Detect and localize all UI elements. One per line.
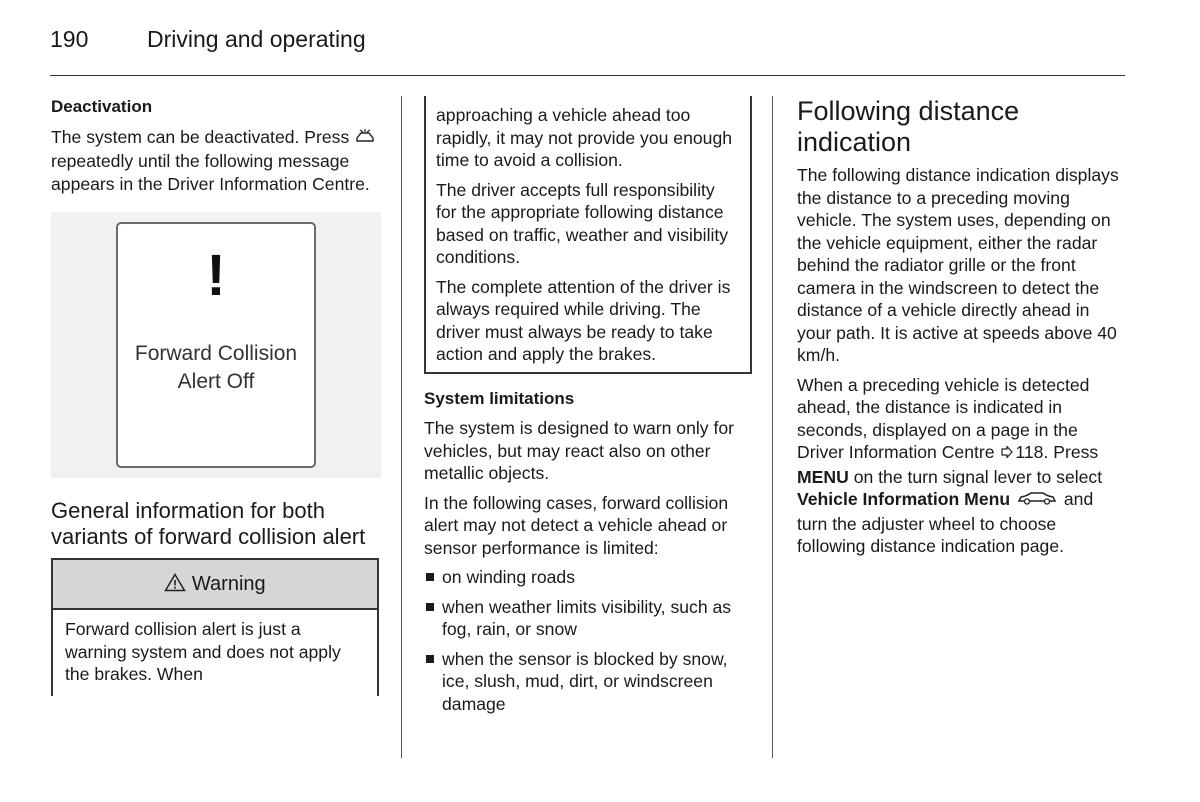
list-item: when weather limits visibility, such as fog, rain, or snow	[424, 596, 752, 641]
list-item: when the sensor is blocked by snow, ice, slush, mud, dirt, or windscreen damage	[424, 648, 752, 716]
general-info-heading: General information for both variants of forward collision alert	[51, 498, 366, 549]
exclamation-icon: !	[206, 243, 226, 308]
warning-text: Forward collision alert is just a warning system and does not apply the brakes. When	[65, 619, 341, 684]
section-title: Driving and operating	[147, 26, 366, 52]
deactivation-text-part: The system can be deactivated. Press	[51, 126, 350, 147]
page-reference[interactable]: 118.	[1015, 442, 1049, 462]
column-1	[51, 96, 383, 696]
para-text: When a preceding vehicle is detected ahead, the distance is indicated in seconds, displayed on a page in the Driver Information Centre	[797, 374, 1090, 462]
column-3	[797, 96, 1127, 565]
following-distance-para: The following distance indication displays the distance to a preceding moving vehicle. The system uses, depending on the vehicle equipment, either the radar behind the radiator grille or the front camera in the windscreen to detect the distance of a vehicle directly ahead in your path. It is active at speeds above 40 km/h.	[797, 165, 1119, 365]
header-divider	[50, 75, 1125, 76]
column-divider-right	[772, 96, 773, 758]
page-reference-arrow-icon	[1001, 443, 1013, 466]
warning-triangle-icon	[164, 573, 192, 595]
deactivation-heading: Deactivation	[51, 97, 153, 116]
warning-continued-para: approaching a vehicle ahead too rapidly, it may not provide you enough time to avoid a collision.	[436, 105, 733, 170]
deactivation-text	[51, 126, 383, 196]
warning-title: Warning	[191, 573, 266, 595]
column-divider-left	[401, 96, 402, 758]
menu-button-label: MENU	[797, 466, 849, 487]
para-text: Press	[1053, 442, 1099, 462]
list-item: on winding roads	[424, 566, 752, 589]
warning-continued-para: The complete attention of the driver is always required while driving. The driver must always be ready to take action and apply the brakes.	[436, 276, 731, 364]
dic-display-screen	[116, 222, 316, 468]
dic-message: Forward Collision Alert Off	[134, 342, 298, 393]
following-distance-para	[797, 374, 1127, 558]
warning-box	[51, 558, 379, 696]
limitations-heading: System limitations	[424, 388, 575, 408]
vehicle-information-menu-label: Vehicle Information Menu	[797, 489, 1011, 509]
limitations-list	[424, 566, 752, 715]
dic-figure	[51, 212, 381, 478]
deactivation-text-part: repeatedly until the following message appears in the Driver Information Centre.	[51, 151, 370, 194]
para-text: and turn the adjuster wheel to choose following distance indication page.	[797, 489, 1094, 556]
warning-header	[53, 560, 377, 610]
warning-continued-para: The driver accepts full responsibility for the appropriate following distance based on traffic, weather and visibility conditions.	[436, 179, 729, 267]
following-distance-heading: Following distance indication	[797, 96, 1020, 157]
limitations-para: In the following cases, forward collision alert may not detect a vehicle ahead or sensor performance is limited:	[424, 492, 729, 558]
warning-box-continued	[424, 96, 752, 374]
column-2	[424, 96, 752, 722]
para-text: on the turn signal lever to select	[853, 466, 1103, 487]
forward-collision-alert-icon	[356, 128, 374, 151]
limitations-para: The system is designed to warn only for vehicles, but may react also on other metallic objects.	[424, 418, 734, 483]
page-number: 190	[50, 26, 89, 52]
vehicle-icon	[1017, 490, 1057, 513]
